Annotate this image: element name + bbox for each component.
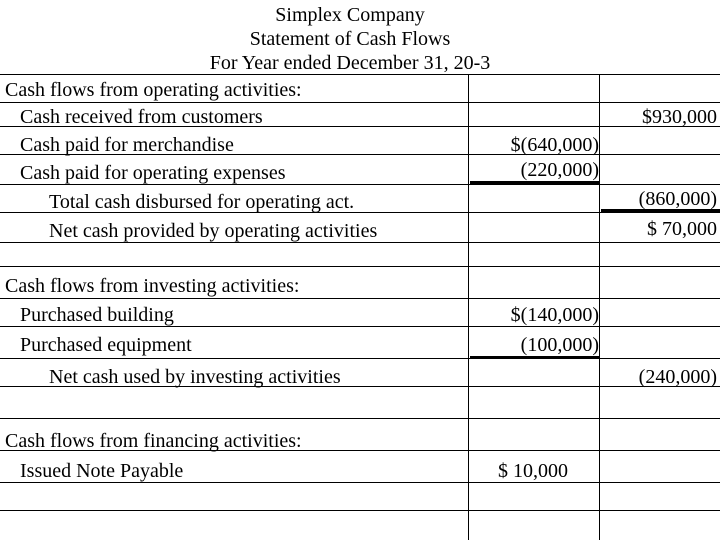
row-label: Total cash disbursed for operating act. bbox=[49, 191, 355, 213]
row-label: Cash received from customers bbox=[20, 106, 263, 128]
grid-line bbox=[0, 102, 720, 103]
row-amount-col2: (860,000) bbox=[638, 188, 717, 210]
statement-period: For Year ended December 31, 20-3 bbox=[209, 52, 491, 74]
financing-heading: Cash flows from financing activities: bbox=[5, 430, 302, 452]
row-amount-col1: $(140,000) bbox=[510, 304, 599, 326]
row-amount-col2: $930,000 bbox=[642, 106, 717, 128]
row-amount-col1: $(640,000) bbox=[510, 134, 599, 156]
row-amount-col2: $ 70,000 bbox=[647, 218, 717, 240]
grid-line bbox=[0, 266, 720, 267]
grid-line bbox=[0, 510, 720, 511]
row-amount-col2: (240,000) bbox=[638, 366, 717, 388]
row-amount-col1: (100,000) bbox=[520, 334, 599, 356]
row-label: Net cash used by investing activities bbox=[49, 366, 341, 388]
company-name: Simplex Company bbox=[275, 4, 425, 26]
operating-heading: Cash flows from operating activities: bbox=[5, 79, 302, 101]
row-amount-col1: (220,000) bbox=[520, 159, 599, 181]
grid-line bbox=[0, 418, 720, 419]
grid-line bbox=[0, 74, 720, 75]
row-amount-col1: $ 10,000 bbox=[498, 460, 568, 482]
row-label: Purchased building bbox=[20, 304, 174, 326]
row-label: Cash paid for operating expenses bbox=[20, 162, 286, 184]
row-label: Cash paid for merchandise bbox=[20, 134, 234, 156]
column-divider bbox=[468, 74, 469, 540]
investing-heading: Cash flows from investing activities: bbox=[5, 275, 300, 297]
row-label: Net cash provided by operating activities bbox=[49, 220, 378, 242]
grid-line bbox=[0, 358, 720, 359]
grid-line bbox=[0, 298, 720, 299]
statement-title: Statement of Cash Flows bbox=[249, 28, 451, 50]
row-label: Purchased equipment bbox=[20, 334, 192, 356]
column-divider bbox=[599, 74, 600, 540]
row-label: Issued Note Payable bbox=[20, 460, 184, 482]
